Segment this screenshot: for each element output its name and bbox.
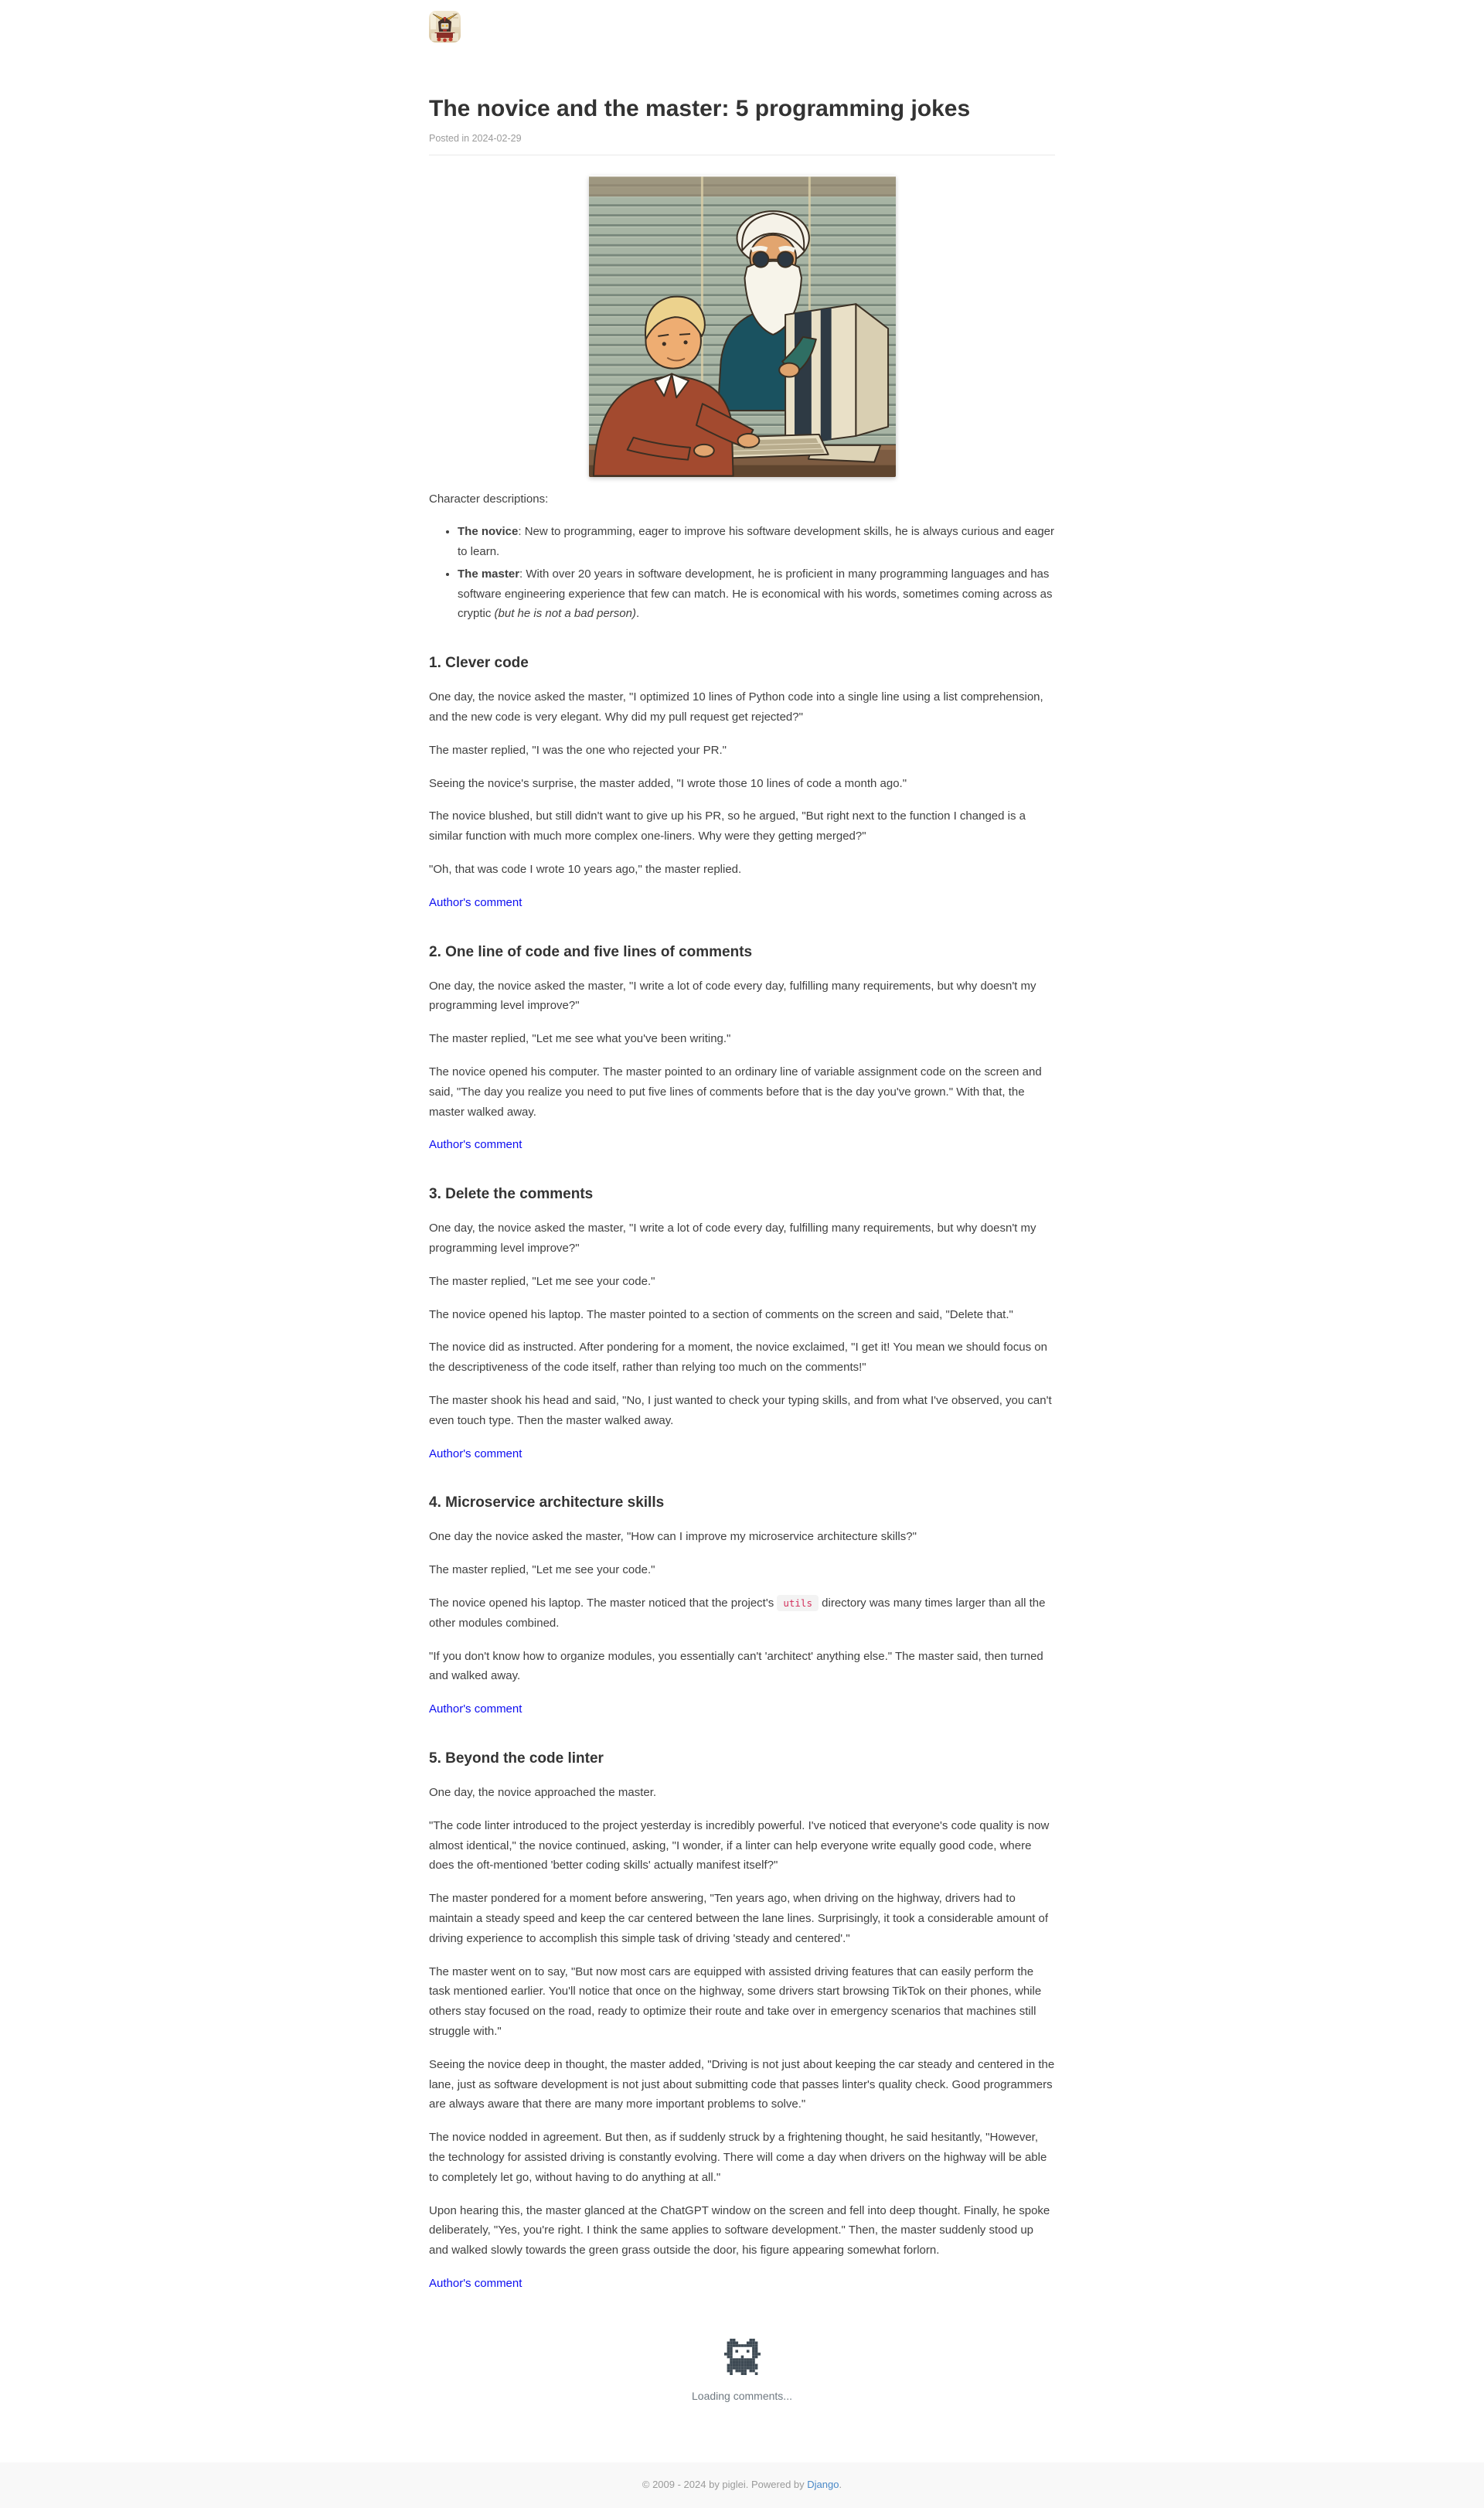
comments-loading: Loading comments... [692,2389,792,2402]
authors-comment-link[interactable]: Author's comment [429,1138,522,1152]
character-item: • The master: With over 20 years in software development, he is proficient in many programming languages and has software engineering experience that few can match. He is economical with his words, sometimes coming across as cryptic (but he is not a bad person). [458,564,1055,624]
author-comment-row [429,2274,1055,2294]
authors-comment-link[interactable]: Author's comment [429,1447,522,1460]
paragraph: The master replied, "Let me see your code." [429,1274,655,1288]
paragraph: One day, the novice asked the master, "I write a lot of code every day, fulfilling many requirements, but why doesn't my programming level improve?" [429,1222,1036,1256]
author-comment-row [429,893,1055,913]
inline-code: utils [777,1595,819,1611]
paragraph: The master pondered for a moment before answering, "Ten years ago, when driving on the highway, drivers had to maintain a steady speed and keep the car centered between the lane lines. Surprisingly, it took a considerable amount of driving experience to accomplish this simple task of driving 'steady and centered'." [429,1892,1049,1945]
paragraph: The master shook his head and said, "No, I just wanted to check your typing skills, and from what I've observed, you can't even touch type. Then the master walked away. [429,1394,1052,1427]
paragraph: One day, the novice asked the master, "I optimized 10 lines of Python code into a single line using a list comprehension, and the new code is very elegant. Why did my pull request get rejected?" [429,690,1043,724]
site-header [429,0,1055,46]
character-list [429,522,1055,624]
django-link[interactable]: Django [807,2478,839,2490]
paragraph: The novice did as instructed. After pondering for a moment, the novice exclaimed, "I get it! You mean we should focus on the descriptiveness of the code itself, rather than relying too much on the comments!" [429,1341,1047,1375]
intro-lead: Character descriptions: [429,492,549,506]
paragraph: The novice opened his laptop. The master noticed that the project's utils directory was many times larger than all the other modules combined. [429,1596,1046,1630]
master-novice-illustration [589,175,896,477]
section-heading: 4. Microservice architecture skills [429,1494,665,1511]
paragraph: "The code linter introduced to the project yesterday is incredibly powerful. I've noticed that everyone's code quality is now almost identical," the novice continued, asking, "I wonder, if a linter can help everyone write equally good code, where does the oft-mentioned 'better coding skills' actually manifest itself?" [429,1818,1050,1872]
character-item: • The novice: New to programming, eager to improve his software development skills, he is always curious and eager to learn. [458,522,1055,562]
paragraph: "If you don't know how to organize modules, you essentially can't 'architect' anything else." The master said, then turned and walked away. [429,1649,1043,1683]
page-container [429,0,1055,2402]
paragraph: The master replied, "Let me see your code." [429,1563,655,1577]
paragraph: The master went on to say, "But now most cars are equipped with assisted driving features that can easily perform the task mentioned earlier. You'll notice that once on the highway, some drivers start browsing TikTok on their phones, while others stay focused on the road, ready to optimize their route and take over in emergency scenarios that machines still struggle with." [429,1964,1042,2038]
pixel-cat-icon [724,2339,761,2375]
section-heading: 1. Clever code [429,655,529,672]
post-sections [429,655,1055,2293]
paragraph: One day, the novice asked the master, "I write a lot of code every day, fulfilling many requirements, but why doesn't my programming level improve?" [429,979,1036,1013]
paragraph: The novice nodded in agreement. But then, as if suddenly struck by a frightening thought, he said hesitantly, "However, the technology for assisted driving is constantly evolving. There will come a day when drivers on the highway will be able to completely let go, without having to do anything at all." [429,2131,1047,2184]
paragraph: The novice opened his laptop. The master pointed to a section of comments on the screen and said, "Delete that." [429,1307,1013,1321]
authors-comment-link[interactable]: Author's comment [429,2276,522,2290]
comments-area [429,2339,1055,2402]
robot-head-avatar-icon [429,11,461,43]
paragraph: The novice opened his computer. The master pointed to an ordinary line of variable assignment code on the screen and said, "The day you realize you need to put five lines of comments before that is the day you've grown." With that, the master walked away. [429,1065,1042,1119]
paragraph: "Oh, that was code I wrote 10 years ago," the master replied. [429,863,742,877]
hero-image [589,175,896,477]
paragraph: Seeing the novice's surprise, the master added, "I wrote those 10 lines of code a month ago." [429,776,907,790]
copyright-text: © 2009 - 2024 by piglei. Powered by [642,2478,808,2490]
author-comment-row [429,1135,1055,1155]
authors-comment-link[interactable]: Author's comment [429,1702,522,1716]
blog-post [429,94,1055,2294]
paragraph: The novice blushed, but still didn't want to give up his PR, so he argued, "But right next to the function I changed is a similar function with much more complex one-liners. Why were they getting merged?" [429,809,1026,843]
author-comment-row [429,1444,1055,1464]
footer-suffix: . [839,2478,842,2490]
post-date: Posted in 2024-02-29 [429,132,522,144]
site-logo[interactable] [429,11,461,43]
section-heading: 2. One line of code and five lines of comments [429,943,753,960]
section-heading: 3. Delete the comments [429,1186,594,1203]
paragraph: The master replied, "Let me see what you've been writing." [429,1032,731,1046]
paragraph: One day the novice asked the master, "How can I improve my microservice architecture skills?" [429,1530,917,1544]
paragraph: Seeing the novice deep in thought, the master added, "Driving is not just about keeping the car steady and centered in the lane, just as software development is not just about submitting code that passes linter's quality check. Good programmers are always aware that there are many more important problems to solve." [429,2057,1055,2111]
section-heading: 5. Beyond the code linter [429,1750,604,1767]
site-footer [0,2462,1484,2508]
paragraph: Upon hearing this, the master glanced at the ChatGPT window on the screen and fell into deep thought. Finally, he spoke deliberately, "Yes, you're right. I think the same applies to software development." Then, the master suddenly stood up and walked slowly towards the green grass outside the door, his figure appearing somewhat forlorn. [429,2203,1050,2258]
paragraph: One day, the novice approached the master. [429,1785,657,1799]
author-comment-row [429,1699,1055,1719]
post-title: The novice and the master: 5 programming jokes [429,96,971,121]
authors-comment-link[interactable]: Author's comment [429,895,522,909]
paragraph: The master replied, "I was the one who rejected your PR." [429,743,727,757]
